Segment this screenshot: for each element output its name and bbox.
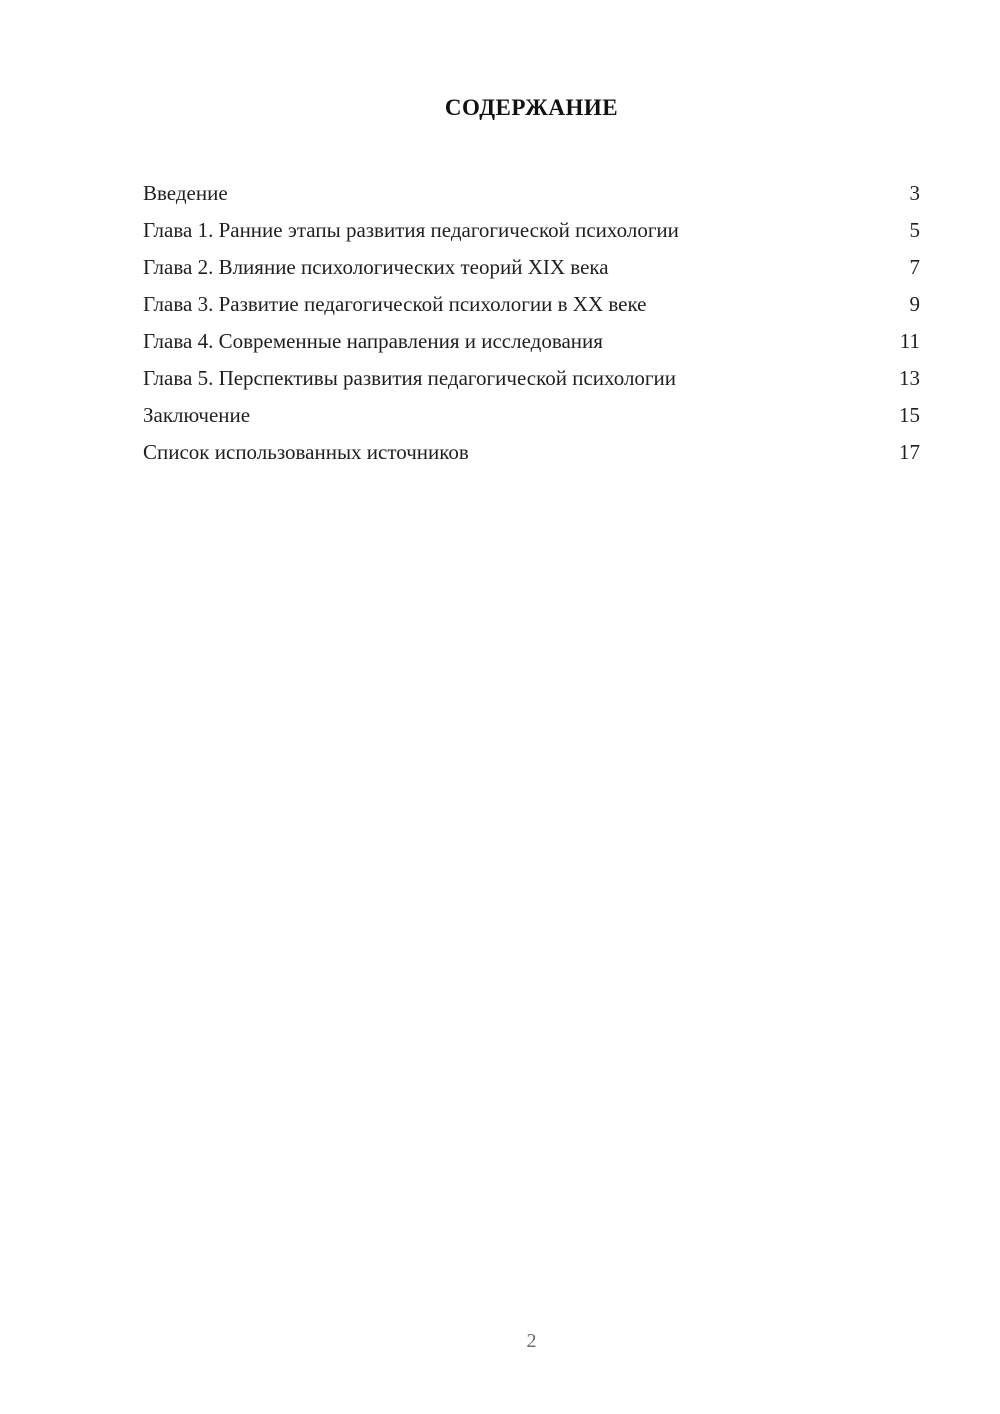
toc-entry-label: Список использованных источников (143, 440, 469, 464)
toc-entry (143, 360, 920, 397)
toc-entry-page-number: 3 (909, 181, 920, 205)
toc-entry-label: Глава 5. Перспективы развития педагогической психологии (143, 366, 677, 390)
toc-entry-label: Введение (143, 181, 228, 205)
toc-entry (143, 397, 920, 434)
toc-entry-page-number: 5 (909, 218, 920, 242)
toc-entry-page-number: 9 (909, 292, 920, 316)
page-footer (143, 1330, 920, 1353)
toc-entry-page-number: 7 (909, 255, 920, 279)
toc-entry-label: Глава 2. Влияние психологических теорий XIX века (143, 255, 609, 279)
page-content (0, 0, 1000, 471)
toc-entry (143, 212, 920, 249)
toc-entry-label: Глава 1. Ранние этапы развития педагогической психологии (143, 218, 679, 242)
toc-entry (143, 249, 920, 286)
toc-entry (143, 434, 920, 471)
toc-entry (143, 286, 920, 323)
toc-entry-page-number: 15 (899, 403, 920, 427)
toc-entry (143, 175, 920, 212)
toc-entry (143, 323, 920, 360)
table-of-contents (143, 175, 920, 471)
toc-entry-page-number: 13 (899, 366, 920, 390)
toc-entry-label: Глава 3. Развитие педагогической психологии в XX веке (143, 292, 647, 316)
toc-entry-label: Глава 4. Современные направления и исследования (143, 329, 603, 353)
page-title: СОДЕРЖАНИЕ (444, 95, 619, 120)
toc-entry-page-number: 11 (899, 329, 920, 353)
toc-entry-page-number: 17 (899, 440, 920, 464)
toc-entry-label: Заключение (143, 403, 251, 427)
footer-page-number: 2 (526, 1330, 537, 1352)
